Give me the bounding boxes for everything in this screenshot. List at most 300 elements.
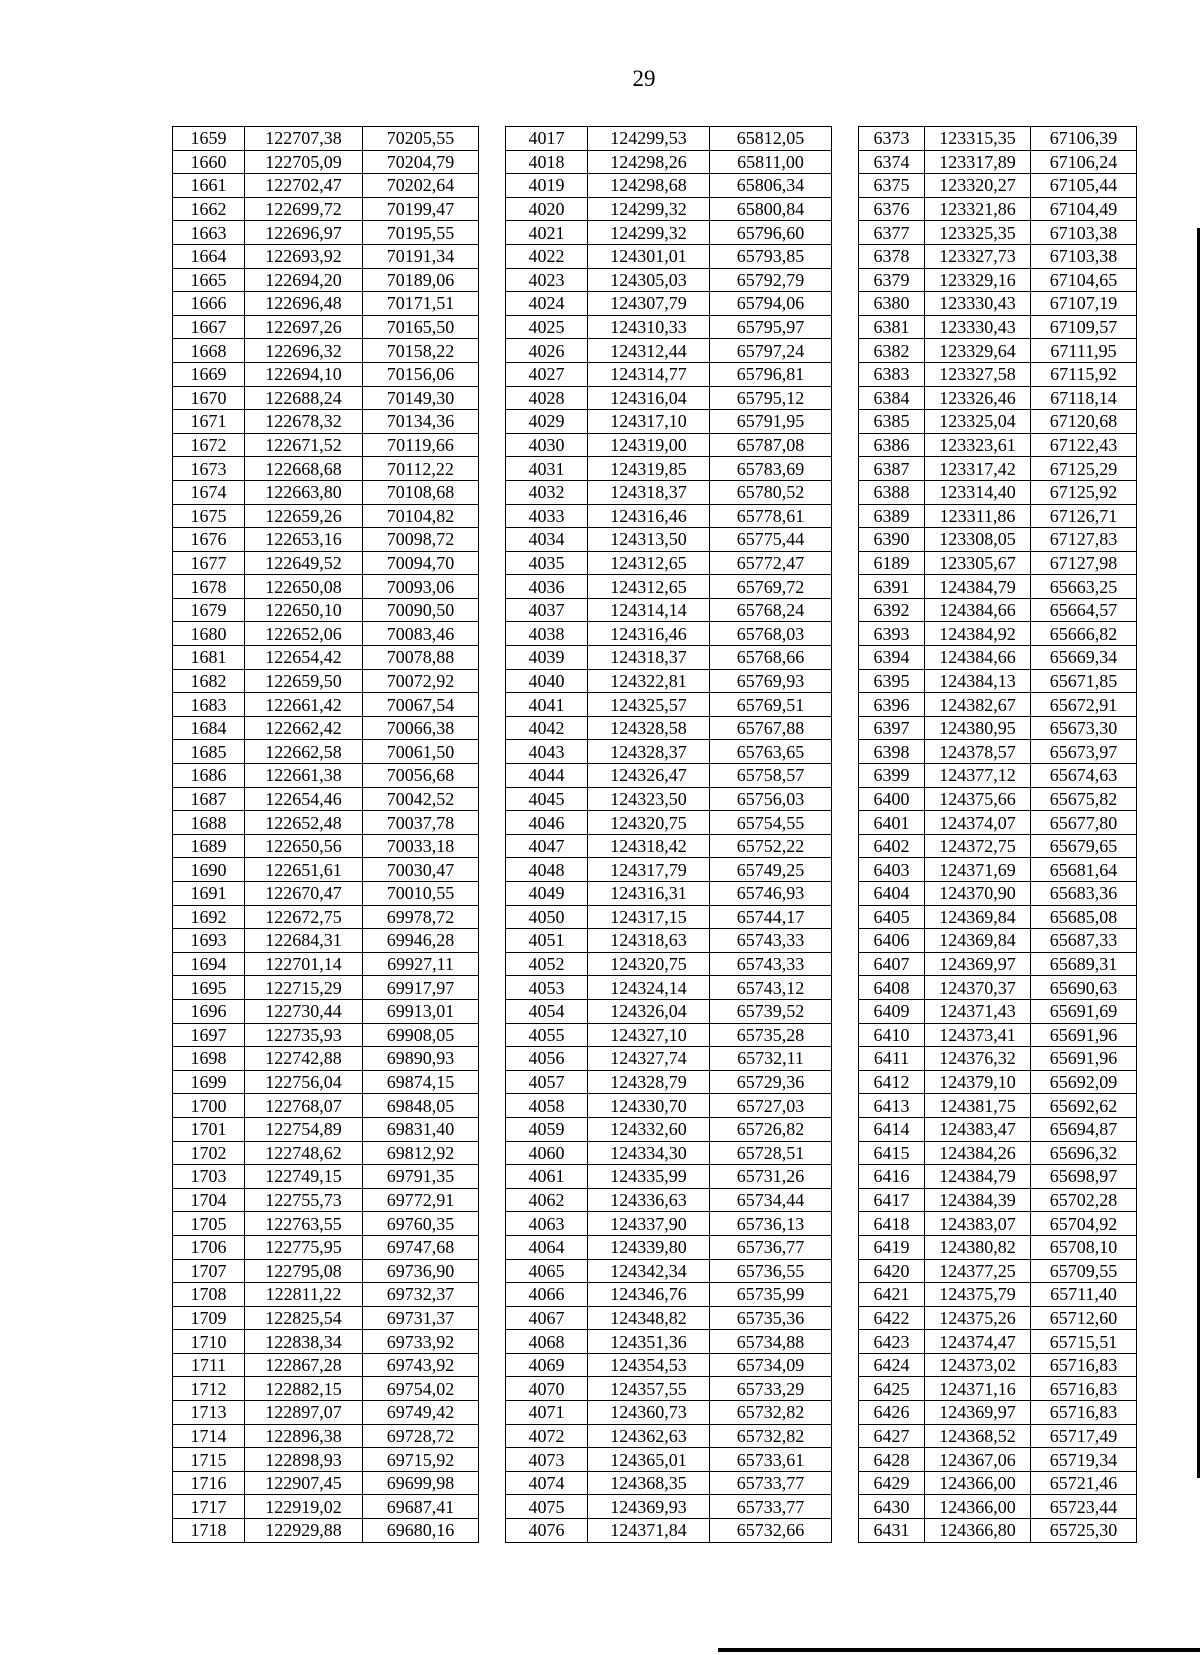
table-cell: 65732,82: [710, 1401, 832, 1425]
table-cell: 6428: [859, 1448, 925, 1472]
table-cell: 4035: [506, 551, 588, 575]
table-row: [173, 976, 1137, 1000]
table-cell: 65768,24: [710, 598, 832, 622]
table-cell: 65727,03: [710, 1094, 832, 1118]
table-cell: 123327,73: [925, 244, 1031, 268]
table-cell: 6416: [859, 1165, 925, 1189]
table-cell: 124369,84: [925, 929, 1031, 953]
table-cell: 123325,35: [925, 221, 1031, 245]
table-cell: 4054: [506, 999, 588, 1023]
table-row: [173, 457, 1137, 481]
column-separator: [832, 575, 859, 599]
table-cell: 4062: [506, 1188, 588, 1212]
table-cell: 122811,22: [245, 1283, 363, 1307]
table-cell: 4039: [506, 646, 588, 670]
column-separator: [479, 882, 506, 906]
table-cell: 124299,32: [588, 221, 710, 245]
table-cell: 65708,10: [1031, 1235, 1137, 1259]
table-cell: 124324,14: [588, 976, 710, 1000]
table-cell: 69760,35: [363, 1212, 479, 1236]
column-separator: [832, 362, 859, 386]
table-cell: 65704,92: [1031, 1212, 1137, 1236]
table-cell: 65812,05: [710, 127, 832, 151]
table-cell: 65694,87: [1031, 1117, 1137, 1141]
table-cell: 70204,79: [363, 150, 479, 174]
table-cell: 124366,00: [925, 1471, 1031, 1495]
column-separator: [479, 268, 506, 292]
table-cell: 65725,30: [1031, 1519, 1137, 1543]
table-cell: 4030: [506, 433, 588, 457]
column-separator: [479, 127, 506, 151]
table-cell: 4073: [506, 1448, 588, 1472]
table-cell: 124369,97: [925, 1401, 1031, 1425]
table-cell: 65744,17: [710, 905, 832, 929]
table-cell: 4068: [506, 1330, 588, 1354]
table-cell: 1684: [173, 716, 245, 740]
column-separator: [479, 999, 506, 1023]
table-cell: 65736,13: [710, 1212, 832, 1236]
table-cell: 1691: [173, 882, 245, 906]
table-cell: 6403: [859, 858, 925, 882]
table-cell: 6379: [859, 268, 925, 292]
table-row: [173, 1165, 1137, 1189]
table-cell: 6387: [859, 457, 925, 481]
table-cell: 65768,03: [710, 622, 832, 646]
table-cell: 65778,61: [710, 504, 832, 528]
table-row: [173, 1448, 1137, 1472]
table-row: [173, 811, 1137, 835]
table-row: [173, 127, 1137, 151]
table-row: [173, 1306, 1137, 1330]
table-row: [173, 551, 1137, 575]
table-cell: 70061,50: [363, 740, 479, 764]
table-cell: 70083,46: [363, 622, 479, 646]
column-separator: [832, 1165, 859, 1189]
table-cell: 124384,92: [925, 622, 1031, 646]
table-cell: 6415: [859, 1141, 925, 1165]
table-cell: 1696: [173, 999, 245, 1023]
table-cell: 65674,63: [1031, 764, 1137, 788]
table-cell: 124319,00: [588, 433, 710, 457]
table-cell: 65734,09: [710, 1353, 832, 1377]
table-cell: 124369,84: [925, 905, 1031, 929]
table-cell: 1694: [173, 952, 245, 976]
table-cell: 65683,36: [1031, 882, 1137, 906]
column-separator: [479, 362, 506, 386]
column-separator: [832, 551, 859, 575]
table-cell: 124373,02: [925, 1353, 1031, 1377]
table-cell: 123320,27: [925, 174, 1031, 198]
table-cell: 4046: [506, 811, 588, 835]
column-separator: [832, 976, 859, 1000]
table-cell: 122650,56: [245, 834, 363, 858]
table-cell: 4022: [506, 244, 588, 268]
table-cell: 6378: [859, 244, 925, 268]
table-cell: 122775,95: [245, 1235, 363, 1259]
table-cell: 65811,00: [710, 150, 832, 174]
table-cell: 65716,83: [1031, 1353, 1137, 1377]
table-cell: 124383,47: [925, 1117, 1031, 1141]
table-cell: 1683: [173, 693, 245, 717]
column-separator: [832, 1235, 859, 1259]
column-separator: [479, 1259, 506, 1283]
table-cell: 1670: [173, 386, 245, 410]
table-cell: 67104,49: [1031, 197, 1137, 221]
table-cell: 123330,43: [925, 315, 1031, 339]
table-cell: 6393: [859, 622, 925, 646]
table-cell: 65728,51: [710, 1141, 832, 1165]
table-cell: 122896,38: [245, 1424, 363, 1448]
table-cell: 4040: [506, 669, 588, 693]
table-cell: 65733,61: [710, 1448, 832, 1472]
column-separator: [832, 1519, 859, 1543]
table-cell: 122668,68: [245, 457, 363, 481]
table-cell: 4074: [506, 1471, 588, 1495]
table-cell: 1678: [173, 575, 245, 599]
table-cell: 122898,93: [245, 1448, 363, 1472]
table-cell: 69731,37: [363, 1306, 479, 1330]
table-cell: 124380,95: [925, 716, 1031, 740]
table-cell: 124328,58: [588, 716, 710, 740]
table-cell: 69754,02: [363, 1377, 479, 1401]
column-separator: [832, 1023, 859, 1047]
table-cell: 6392: [859, 598, 925, 622]
table-cell: 1669: [173, 362, 245, 386]
table-cell: 4076: [506, 1519, 588, 1543]
table-cell: 122662,58: [245, 740, 363, 764]
table-cell: 70098,72: [363, 528, 479, 552]
column-separator: [832, 999, 859, 1023]
table-cell: 65732,66: [710, 1519, 832, 1543]
column-separator: [832, 480, 859, 504]
table-cell: 122662,42: [245, 716, 363, 740]
table-cell: 4065: [506, 1259, 588, 1283]
table-cell: 1692: [173, 905, 245, 929]
table-cell: 4049: [506, 882, 588, 906]
table-cell: 1660: [173, 150, 245, 174]
table-cell: 122661,38: [245, 764, 363, 788]
table-cell: 124374,07: [925, 811, 1031, 835]
table-cell: 67105,44: [1031, 174, 1137, 198]
table-row: [173, 882, 1137, 906]
table-cell: 1673: [173, 457, 245, 481]
table-cell: 6404: [859, 882, 925, 906]
table-cell: 122754,89: [245, 1117, 363, 1141]
table-cell: 65743,33: [710, 952, 832, 976]
table-cell: 4069: [506, 1353, 588, 1377]
table-cell: 67106,24: [1031, 150, 1137, 174]
table-cell: 124330,70: [588, 1094, 710, 1118]
table-row: [173, 150, 1137, 174]
table-cell: 70072,92: [363, 669, 479, 693]
table-row: [173, 834, 1137, 858]
table-cell: 65691,96: [1031, 1047, 1137, 1071]
table-cell: 70090,50: [363, 598, 479, 622]
table-cell: 65712,60: [1031, 1306, 1137, 1330]
table-cell: 65736,55: [710, 1259, 832, 1283]
table-cell: 124360,73: [588, 1401, 710, 1425]
table-cell: 70149,30: [363, 386, 479, 410]
table-cell: 4057: [506, 1070, 588, 1094]
table-cell: 69680,16: [363, 1519, 479, 1543]
table-cell: 70205,55: [363, 127, 479, 151]
table-row: [173, 1283, 1137, 1307]
table-cell: 124371,43: [925, 999, 1031, 1023]
column-separator: [479, 1047, 506, 1071]
column-separator: [479, 1212, 506, 1236]
table-cell: 65691,69: [1031, 999, 1137, 1023]
column-separator: [479, 1306, 506, 1330]
table-cell: 6391: [859, 575, 925, 599]
table-cell: 123315,35: [925, 127, 1031, 151]
table-cell: 65769,93: [710, 669, 832, 693]
table-cell: 70189,06: [363, 268, 479, 292]
table-cell: 70108,68: [363, 480, 479, 504]
table-cell: 124384,39: [925, 1188, 1031, 1212]
table-cell: 4044: [506, 764, 588, 788]
table-row: [173, 504, 1137, 528]
table-cell: 70199,47: [363, 197, 479, 221]
table-cell: 1704: [173, 1188, 245, 1212]
table-cell: 6397: [859, 716, 925, 740]
table-cell: 122897,07: [245, 1401, 363, 1425]
table-cell: 122763,55: [245, 1212, 363, 1236]
table-cell: 4075: [506, 1495, 588, 1519]
column-separator: [832, 197, 859, 221]
table-cell: 4070: [506, 1377, 588, 1401]
table-cell: 1679: [173, 598, 245, 622]
table-cell: 65721,46: [1031, 1471, 1137, 1495]
table-cell: 6373: [859, 127, 925, 151]
table-cell: 124312,65: [588, 575, 710, 599]
column-separator: [832, 1070, 859, 1094]
table-cell: 65723,44: [1031, 1495, 1137, 1519]
table-cell: 70067,54: [363, 693, 479, 717]
table-row: [173, 174, 1137, 198]
table-cell: 1707: [173, 1259, 245, 1283]
column-separator: [832, 1424, 859, 1448]
table-row: [173, 1212, 1137, 1236]
table-cell: 122696,97: [245, 221, 363, 245]
table-cell: 65666,82: [1031, 622, 1137, 646]
column-separator: [479, 834, 506, 858]
table-cell: 6385: [859, 410, 925, 434]
table-cell: 6407: [859, 952, 925, 976]
column-separator: [479, 1519, 506, 1543]
table-cell: 69699,98: [363, 1471, 479, 1495]
table-cell: 4036: [506, 575, 588, 599]
table-cell: 4052: [506, 952, 588, 976]
table-cell: 65685,08: [1031, 905, 1137, 929]
table-cell: 1681: [173, 646, 245, 670]
column-separator: [479, 716, 506, 740]
table-cell: 6381: [859, 315, 925, 339]
table-row: [173, 1401, 1137, 1425]
table-cell: 67107,19: [1031, 292, 1137, 316]
table-cell: 1686: [173, 764, 245, 788]
column-separator: [479, 1495, 506, 1519]
table-cell: 70191,34: [363, 244, 479, 268]
column-separator: [832, 905, 859, 929]
column-separator: [479, 221, 506, 245]
column-separator: [832, 127, 859, 151]
table-cell: 70066,38: [363, 716, 479, 740]
table-cell: 122659,50: [245, 669, 363, 693]
table-row: [173, 575, 1137, 599]
table-row: [173, 669, 1137, 693]
table-row: [173, 1424, 1137, 1448]
table-cell: 65673,30: [1031, 716, 1137, 740]
table-cell: 1672: [173, 433, 245, 457]
table-cell: 122696,48: [245, 292, 363, 316]
table-cell: 70119,66: [363, 433, 479, 457]
table-cell: 124375,26: [925, 1306, 1031, 1330]
column-separator: [479, 1235, 506, 1259]
table-cell: 124381,75: [925, 1094, 1031, 1118]
column-separator: [832, 1353, 859, 1377]
table-cell: 1699: [173, 1070, 245, 1094]
table-cell: 65783,69: [710, 457, 832, 481]
table-cell: 1677: [173, 551, 245, 575]
table-cell: 67104,65: [1031, 268, 1137, 292]
table-cell: 124323,50: [588, 787, 710, 811]
column-separator: [479, 480, 506, 504]
table-cell: 65679,65: [1031, 834, 1137, 858]
table-cell: 122756,04: [245, 1070, 363, 1094]
table-cell: 122649,52: [245, 551, 363, 575]
table-cell: 124319,85: [588, 457, 710, 481]
table-cell: 123321,86: [925, 197, 1031, 221]
table-cell: 124357,55: [588, 1377, 710, 1401]
table-cell: 122694,10: [245, 362, 363, 386]
table-cell: 4020: [506, 197, 588, 221]
table-cell: 65734,44: [710, 1188, 832, 1212]
table-cell: 122707,38: [245, 127, 363, 151]
table-row: [173, 221, 1137, 245]
table-cell: 124317,15: [588, 905, 710, 929]
column-separator: [832, 339, 859, 363]
table-cell: 70165,50: [363, 315, 479, 339]
table-row: [173, 1377, 1137, 1401]
table-row: [173, 716, 1137, 740]
column-separator: [479, 764, 506, 788]
table-body: [173, 127, 1137, 1543]
table-cell: 69908,05: [363, 1023, 479, 1047]
column-separator: [832, 1401, 859, 1425]
table-cell: 124307,79: [588, 292, 710, 316]
table-cell: 124320,75: [588, 811, 710, 835]
table-cell: 65752,22: [710, 834, 832, 858]
table-cell: 4071: [506, 1401, 588, 1425]
table-cell: 4053: [506, 976, 588, 1000]
column-separator: [832, 1448, 859, 1472]
table-cell: 1667: [173, 315, 245, 339]
column-separator: [832, 174, 859, 198]
column-separator: [479, 292, 506, 316]
table-cell: 122651,61: [245, 858, 363, 882]
table-cell: 70042,52: [363, 787, 479, 811]
column-separator: [832, 268, 859, 292]
table-cell: 124376,32: [925, 1047, 1031, 1071]
table-cell: 123329,16: [925, 268, 1031, 292]
table-cell: 122684,31: [245, 929, 363, 953]
table-cell: 124346,76: [588, 1283, 710, 1307]
column-separator: [479, 646, 506, 670]
table-cell: 122702,47: [245, 174, 363, 198]
page-number: 29: [632, 66, 656, 91]
table-cell: 124370,37: [925, 976, 1031, 1000]
column-separator: [479, 811, 506, 835]
column-separator: [479, 669, 506, 693]
column-separator: [832, 315, 859, 339]
table-cell: 6376: [859, 197, 925, 221]
column-separator: [479, 952, 506, 976]
table-cell: 1687: [173, 787, 245, 811]
table-row: [173, 999, 1137, 1023]
column-separator: [832, 1471, 859, 1495]
table-cell: 4029: [506, 410, 588, 434]
column-separator: [832, 622, 859, 646]
column-separator: [832, 528, 859, 552]
table-cell: 69978,72: [363, 905, 479, 929]
table-cell: 123305,67: [925, 551, 1031, 575]
table-cell: 122688,24: [245, 386, 363, 410]
table-cell: 124384,79: [925, 575, 1031, 599]
table-cell: 69732,37: [363, 1283, 479, 1307]
column-separator: [479, 1165, 506, 1189]
table-row: [173, 410, 1137, 434]
column-separator: [832, 1259, 859, 1283]
column-separator: [832, 716, 859, 740]
table-row: [173, 1023, 1137, 1047]
table-cell: 65733,29: [710, 1377, 832, 1401]
table-row: [173, 1519, 1137, 1543]
table-cell: 65719,34: [1031, 1448, 1137, 1472]
table-cell: 70202,64: [363, 174, 479, 198]
scan-bottom-line: [718, 1648, 1200, 1652]
table-cell: 122838,34: [245, 1330, 363, 1354]
table-cell: 124317,79: [588, 858, 710, 882]
column-separator: [832, 1188, 859, 1212]
table-cell: 124370,90: [925, 882, 1031, 906]
table-cell: 4017: [506, 127, 588, 151]
column-separator: [832, 693, 859, 717]
table-cell: 1716: [173, 1471, 245, 1495]
table-cell: 124380,82: [925, 1235, 1031, 1259]
table-cell: 124342,34: [588, 1259, 710, 1283]
column-separator: [479, 858, 506, 882]
table-cell: 124316,46: [588, 622, 710, 646]
column-separator: [832, 598, 859, 622]
table-row: [173, 1094, 1137, 1118]
column-separator: [832, 410, 859, 434]
table-row: [173, 858, 1137, 882]
table-cell: 70010,55: [363, 882, 479, 906]
table-cell: 122650,10: [245, 598, 363, 622]
table-cell: 124382,67: [925, 693, 1031, 717]
table-cell: 124335,99: [588, 1165, 710, 1189]
table-cell: 65800,84: [710, 197, 832, 221]
table-cell: 124384,26: [925, 1141, 1031, 1165]
table-cell: 65806,34: [710, 174, 832, 198]
table-cell: 65754,55: [710, 811, 832, 835]
table-row: [173, 1047, 1137, 1071]
table-row: [173, 244, 1137, 268]
table-cell: 1700: [173, 1094, 245, 1118]
table-cell: 122661,42: [245, 693, 363, 717]
column-separator: [832, 292, 859, 316]
table-cell: 123325,04: [925, 410, 1031, 434]
